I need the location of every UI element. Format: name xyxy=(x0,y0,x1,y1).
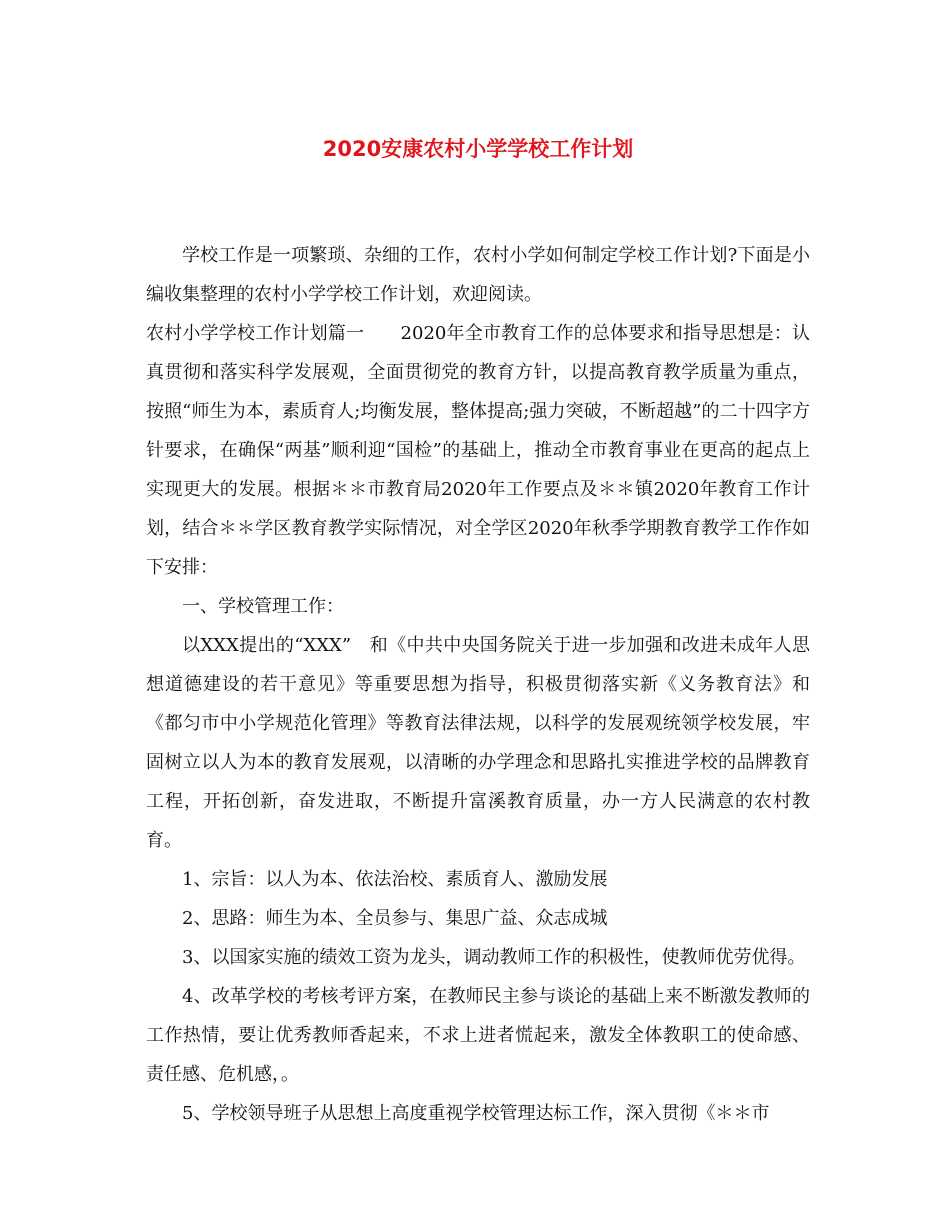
paragraph-plan-overview: 农村小学学校工作计划篇一 2020年全市教育工作的总体要求和指导思想是：认真贯彻和落实科学发展观，全面贯彻党的教育方针，以提高教育教学质量为重点，按照“师生为本，素质育人;均衡发展，整体提高;强力突破，不断超越”的二十四字方针要求，在确保“两基”顺利迎“国检”的基础上，推动全市教育事业在更高的起点上实现更大的发展。根据＊＊市教育局2020年工作要点及＊＊镇2020年教育工作计划，结合＊＊学区教育教学实际情况，对全学区2020年秋季学期教育教学工作作如下安排： xyxy=(146,323,810,578)
list-item-assessment-reform: 4、改革学校的考核考评方案，在教师民主参与谈论的基础上来不断激发教师的工作热情，要让优秀教师香起来，不求上进者慌起来，激发全体教职工的使命感、责任感、危机感，。 xyxy=(146,986,810,1085)
list-item-approach: 2、思路：师生为本、全员参与、集思广益、众志成城 xyxy=(182,908,608,929)
paragraph-guiding-thought: 以XXX提出的“XXX” 和《中共中央国务院关于进一步加强和改进未成年人思想道德建设的若干意见》等重要思想为指导，积极贯彻落实新《义务教育法》和《都匀市中小学规范化管理》等教育法律法规，以科学的发展观统领学校发展，牢固树立以人为本的教育发展观，以清晰的办学理念和思路扎实推进学校的品牌教育工程，开拓创新，奋发进取，不断提升富溪教育质量，办一方人民满意的农村教育。 xyxy=(146,635,810,851)
section-heading-management: 一、学校管理工作： xyxy=(182,596,344,617)
document-body xyxy=(146,236,810,1133)
list-item-leadership: 5、学校领导班子从思想上高度重视学校管理达标工作，深入贯彻《＊＊市 xyxy=(182,1103,770,1124)
paragraph-intro: 学校工作是一项繁琐、杂细的工作，农村小学如何制定学校工作计划?下面是小编收集整理的农村小学学校工作计划，欢迎阅读。 xyxy=(146,245,810,305)
list-item-purpose: 1、宗旨：以人为本、依法治校、素质育人、激励发展 xyxy=(182,869,608,890)
list-item-performance-pay: 3、以国家实施的绩效工资为龙头，调动教师工作的积极性，使教师优劳优得。 xyxy=(182,947,806,968)
document-title: 2020安康农村小学学校工作计划 xyxy=(322,137,634,161)
